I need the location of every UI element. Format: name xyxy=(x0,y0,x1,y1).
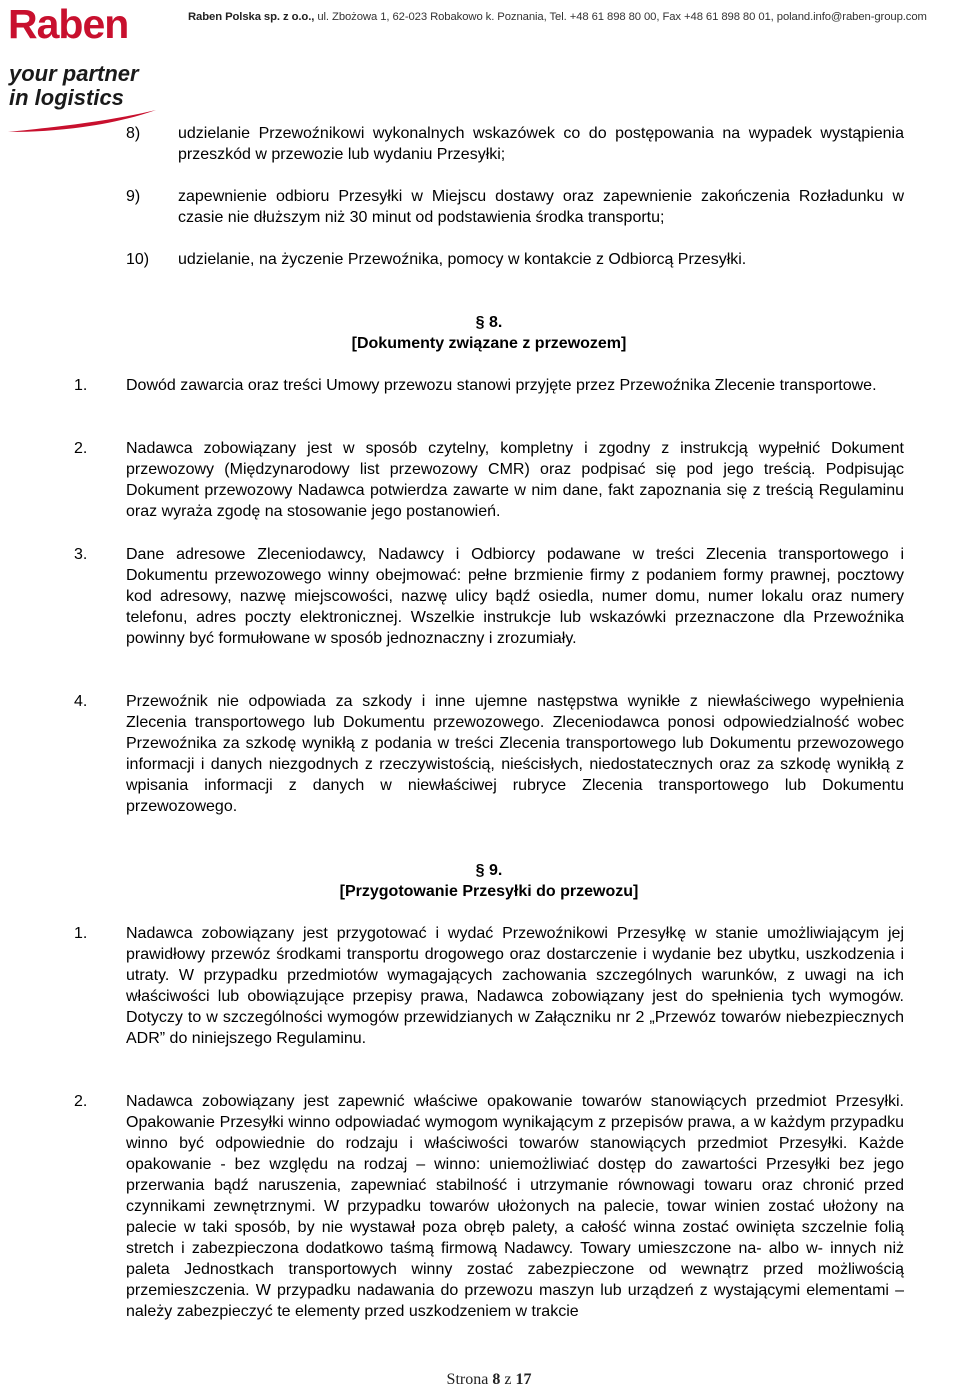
list-item xyxy=(126,186,904,228)
item-text: Dane adresowe Zleceniodawcy, Nadawcy i Odbiorcy podawane w treści Zlecenia transportowego i Dokumentu przewozowego winny obejmować: pełne brzmienie firmy z podaniem formy prawnej, pocztowy kod adresowy, nazwę miejscowości, nazwę ulicy bądź osiedla, numer domu, numer lokalu oraz numery telefonu, adres poczty elektronicznej. Wszelkie instrukcje lub wskazówki przeznaczone dla Przewoźnika powinny być formułowane w sposób jednoznaczny i zrozumiały. xyxy=(126,546,904,647)
section-title: [Dokumenty związane z przewozem] xyxy=(351,335,627,352)
item-text: udzielanie Przewoźnikowi wykonalnych wskazówek co do postępowania na wypadek wystąpienia przeszkód w przewozie lub wydaniu Przesyłki; xyxy=(178,125,904,163)
item-text: Nadawca zobowiązany jest zapewnić właściwe opakowanie towarów stanowiących przedmiot Przesyłki. Opakowanie Przesyłki winno odpowiadać wymogom wynikającym z przepisów prawa, a w każdym przypadku winno być odpowiednie do rodzaju i właściwości towarów stanowiących przedmiot Przesyłki. Każde opakowanie - bez względu na rodzaj – winno: uniemożliwiać dostęp do zawartości Przesyłki bez jego przerwania bądź naruszenia, zapewniać stabilność i utrzymanie równowagi towaru oraz chronić przed czynnikami zewnętrznymi. W przypadku towarów ułożonych na palecie, towar winien zostać ułożony na palecie w taki sposób, by nie wystawał poza obręb palety, a całość winna zostać owinięta szczelnie folią stretch i zabezpieczona dodatkowo taśmą firmową Nadawcy. Towary umieszczone na- albo w- innych niż paleta Jednostkach transportowych winny zostać zabezpieczone od wewnątrz przed możliwością przemieszczenia. W przypadku nadawania do przewozu maszyn lub urządzeń z wystającymi elementami – należy zabezpieczyć te elementy przed uszkodzeniem w trakcie xyxy=(126,1093,904,1320)
list-item xyxy=(74,375,904,396)
tagline-line-1: your partner xyxy=(9,61,139,86)
footer-separator: z xyxy=(504,1371,512,1388)
item-number: 4. xyxy=(74,693,88,710)
item-number: 3. xyxy=(74,546,88,563)
list-item xyxy=(74,691,904,817)
list-item xyxy=(126,123,904,165)
item-text: udzielanie, na życzenie Przewoźnika, pomocy w kontakcie z Odbiorcą Przesyłki. xyxy=(178,251,747,268)
logo-tagline xyxy=(9,62,169,110)
company-name: Raben Polska sp. z o.o., xyxy=(188,11,315,23)
company-info xyxy=(188,11,927,23)
item-number: 1. xyxy=(74,925,88,942)
item-number: 9) xyxy=(126,188,141,205)
footer-prefix: Strona xyxy=(446,1371,489,1388)
list-item xyxy=(74,544,904,649)
item-number: 1. xyxy=(74,377,88,394)
page-footer xyxy=(0,1371,960,1389)
item-text: zapewnienie odbioru Przesyłki w Miejscu dostawy oraz zapewnienie zakończenia Rozładunku w czasie nie dłuższym niż 30 minut od podstawienia środka transportu; xyxy=(178,188,904,226)
page-header xyxy=(0,0,960,140)
list-item xyxy=(74,438,904,522)
tagline-line-2: in logistics xyxy=(9,85,124,110)
company-address: ul. Zbożowa 1, 62-023 Robakowo k. Poznania, Tel. +48 61 898 80 00, Fax +48 61 898 80 01, poland.info@raben-group.com xyxy=(317,11,927,23)
section-number: § 8. xyxy=(475,314,503,331)
item-text: Przewoźnik nie odpowiada za szkody i inne ujemne następstwa wynikłe z niewłaściwego wypełnienia Zlecenia transportowego lub Dokumentu przewozowego. Zleceniodawca ponosi odpowiedzialność wobec Przewoźnika za szkodę wynikłą z podania w treści Zlecenia transportowego lub Dokumentu przewozowego informacji i danych niezgodnych z rzeczywistością, nieścisłych, niedostatecznych oraz za szkodę wynikłą z wpisania informacji z danych w niewłaściwej rubryce Zlecenia transportowego lub Dokumentu przewozowego. xyxy=(126,693,904,815)
item-number: 2. xyxy=(74,440,88,457)
section-number: § 9. xyxy=(475,862,503,879)
item-number: 8) xyxy=(126,125,141,142)
item-text: Dowód zawarcia oraz treści Umowy przewozu stanowi przyjęte przez Przewoźnika Zlecenie transportowe. xyxy=(126,377,877,394)
raben-logo: Raben xyxy=(8,1,129,47)
section-title: [Przygotowanie Przesyłki do przewozu] xyxy=(339,883,639,900)
item-number: 10) xyxy=(126,251,150,268)
list-item xyxy=(126,249,904,270)
footer-page-number: 8 xyxy=(492,1371,501,1388)
footer-page-total: 17 xyxy=(515,1371,532,1388)
item-text: Nadawca zobowiązany jest w sposób czytelny, kompletny i zgodny z instrukcją wypełnić Dokument przewozowy (Międzynarodowy list przewozowy CMR) oraz podpisać się pod jego treścią. Podpisując Dokument przewozowy Nadawca potwierdza zawarte w nim dane, fakt zapoznania się z treścią Regulaminu oraz wyraża zgodę na stosowanie jego postanowień. xyxy=(126,440,904,520)
item-text: Nadawca zobowiązany jest przygotować i wydać Przewoźnikowi Przesyłkę w stanie umożliwiającym jej prawidłowy przewóz środkami transportu drogowego oraz dostarczenie i wydanie bez ubytku, uszkodzenia i utraty. W przypadku przedmiotów wymagających zachowania szczególnych warunków, z uwagi na ich właściwości lub obowiązujące przepisy prawa, Nadawca zobowiązany jest do spełnienia tych wymogów. Dotyczy to w szczególności wymogów przewidzianych w Załączniku nr 2 „Przewóz towarów niebezpiecznych ADR” do niniejszego Regulaminu. xyxy=(126,925,904,1047)
list-item xyxy=(74,923,904,1049)
item-number: 2. xyxy=(74,1093,88,1110)
list-item xyxy=(74,1091,904,1322)
